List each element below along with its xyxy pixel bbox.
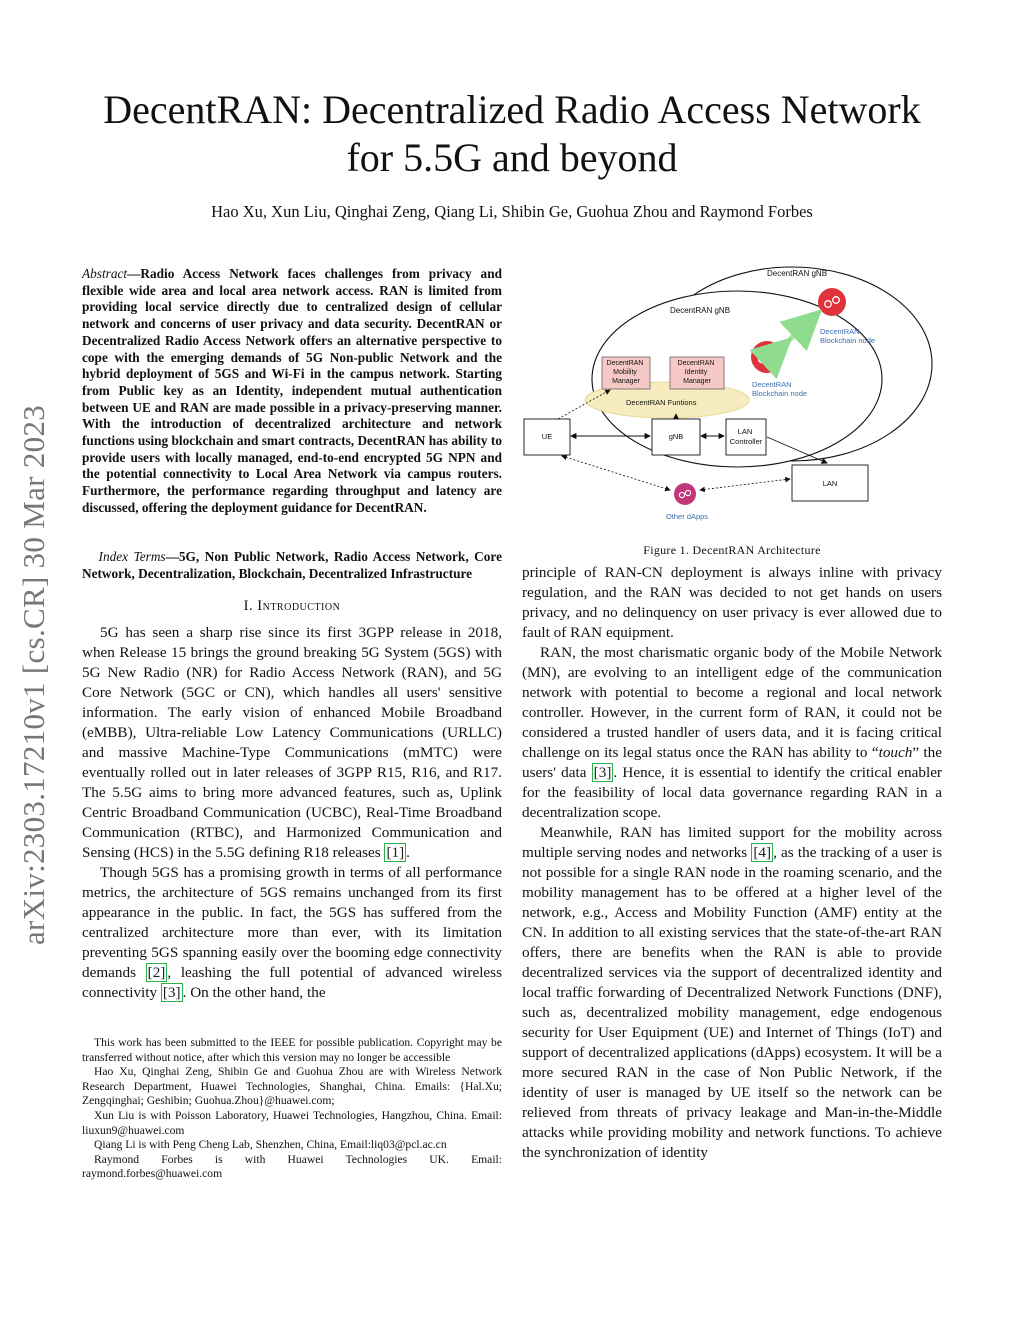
index-terms-label: Index Terms: [98, 549, 166, 564]
section-numeral: I.: [243, 598, 258, 614]
citation-link[interactable]: [2]: [147, 964, 166, 981]
lan-controller-line: LAN: [737, 427, 753, 436]
mobility-manager-line: Manager: [612, 378, 640, 385]
ue-label: UE: [541, 432, 553, 441]
identity-manager-line: Identity: [684, 369, 708, 376]
architecture-figure: [522, 264, 942, 524]
lan-label: LAN: [822, 479, 838, 488]
gnb-label: gNB: [668, 432, 684, 441]
citation-link[interactable]: [3]: [593, 764, 612, 781]
dapps-lan-dashed-arrow: [700, 479, 790, 490]
identity-manager-line: Manager: [683, 378, 711, 385]
right-column-body: [522, 563, 942, 1163]
intro-paragraph-2: Though 5GS has a promising growth in terms of all performance metrics, the architecture of 5GS remains unchanged from its first appearance in the public. In fact, the 5GS has suffered from the centralized architecture more than ever, with its limitation preventing 5GS spanning easily over the booming edge connectivity demands [2] , leashing the full potential of advanced wireless connectivity [3] . On the other hand, the: [82, 864, 502, 1001]
footnotes: [82, 1036, 502, 1182]
arxiv-watermark: arXiv:2303.17210v1 [cs.CR] 30 Mar 2023: [16, 404, 51, 945]
blockchain-outer-label: Blockchain node: [820, 336, 876, 345]
intro-paragraph-1: 5G has seen a sharp rise since its first 3GPP release in 2018, when Release 15 brings the ground breaking 5G System (5GS) with 5G New Radio (NR) for Radio Access Network (RAN), and 5G Core Network (5GC or CN), which handles all users' sensitive information. The early vision of enhanced Mobile Broadband (eMBB), Ultra-reliable Low Latency Communications (URLLC) and massive Machine-Type Communications (mMTC) were eventually rolled out in later releases of 3GPP R15, R16, and R17. The 5.5G aims to bring more advanced features, such as, Uplink Centric Broadband Communication (UCBC), Real-Time Broadband Communication (RTBC), and Harmonized Communication and Sensing (HCS) in the 5.5G defining R18 releases [1] .: [82, 624, 502, 861]
figure-caption: Figure 1. DecentRAN Architecture: [643, 543, 821, 557]
right-paragraph-2: Meanwhile, RAN has limited support for the mobility across multiple serving nodes and networks [4] , as the tracking of a user is not possible for a single RAN node in the roaming scenario, and the mobility management has to be offered at a higher level of the network, e.g., Access and Mobility Function (AMF) entity at the CN. In addition to all existing services that the state-of-the-art RAN offers, there are benefits when the RAN is able to provide decentralized services via the support of decentralized identity and local traffic forwarding of Decentralized Network Functions (DNF), such as, decentralized mobility management, edge endogenous security for User Equipment (UE) and Internet of Things (IoT) and support of decentralized applications (dApps) ecosystem. It will be a more secured RAN in the case of Non Public Network, if the identity of user is managed by UE itself so the network can be relieved from threats of privacy leakage and Man-in-the-Middle attacks while providing mobility and network functions. To achieve the synchronization of identity: [522, 824, 942, 1161]
functions-label: DecentRAN Funtions: [626, 398, 697, 407]
identity-manager-line: DecentRAN: [677, 360, 715, 367]
citation-link[interactable]: [1]: [386, 844, 405, 861]
blockchain-inner-label: DecentRAN: [752, 380, 792, 389]
blockchain-outer-label: DecentRAN: [820, 327, 860, 336]
citation-link[interactable]: [3]: [162, 984, 181, 1001]
dapps-icon: [674, 483, 696, 505]
inner-gnb-label: DecentRAN gNB: [670, 306, 731, 315]
blockchain-inner-label: Blockchain node: [752, 389, 808, 398]
lan-controller-line: Controller: [729, 437, 763, 446]
citation-link[interactable]: [4]: [753, 844, 772, 861]
index-terms-text: —5G, Non Public Network, Radio Access Network, Core Network, Decentralization, Blockchain, Decentralized Infrastructure: [82, 549, 502, 581]
footnote: Hao Xu, Qinghai Zeng, Shibin Ge and Guohua Zhou are with Wireless Network Research Department, Huawei Technologies, Shanghai, China. Emails: {Hal.Xu; Zengqinghai; Geshibin; Guohua.Zhou}@huawei.com;: [82, 1065, 502, 1108]
dapps-label: Other dApps: [665, 512, 709, 521]
paper-title-line-1: DecentRAN: Decentralized Radio Access Network: [103, 87, 921, 132]
blockchain-node-inner-icon: [751, 341, 783, 373]
blockchain-node-outer-icon: [818, 288, 846, 316]
footnote: This work has been submitted to the IEEE for possible publication. Copyright may be transferred without notice, after which this version may no longer be accessible: [82, 1036, 502, 1064]
index-terms: [82, 549, 502, 582]
abstract: [82, 266, 502, 517]
right-paragraph-1: RAN, the most charismatic organic body of the Mobile Network (MN), are evolving to an intelligent edge of the communication network with potential to become a regional and local network controller. However, in the current form of RAN, it could not be considered a trusted handler of users data, and it is facing critical challenge on its legal status once the RAN has ability to “touch” the users' data [3] . Hence, it is essential to identify the critical enabler for the feasibility of local data governance regarding RAN in a decentralization scope.: [522, 644, 942, 821]
footnote: Qiang Li is with Peng Cheng Lab, Shenzhen, China, Email:liq03@pcl.ac.cn: [94, 1138, 447, 1152]
paper-title: [60, 86, 964, 182]
mobility-manager-line: DecentRAN: [606, 360, 644, 367]
ue-dapps-dashed-arrow: [562, 456, 670, 490]
mobility-manager-line: Mobility: [613, 369, 637, 376]
footnote: Raymond Forbes is with Huawei Technologies UK. Email: raymond.forbes@huawei.com: [82, 1152, 502, 1181]
section-heading-introduction: [82, 598, 502, 615]
introduction-body: [82, 623, 502, 1003]
paper-title-line-2: for 5.5G and beyond: [346, 135, 678, 180]
author-list: Hao Xu, Xun Liu, Qinghai Zeng, Qiang Li, Shibin Ge, Guohua Zhou and Raymond Forbes: [211, 202, 813, 221]
outer-gnb-label: DecentRAN gNB: [767, 269, 828, 278]
emphasis-touch: touch: [878, 744, 913, 761]
abstract-label: Abstract: [82, 266, 128, 281]
abstract-text: —Radio Access Network faces challenges from privacy and flexible wide area and local area network access. RAN is limited from providing local service directly due to centralized design of cellular network and concerns of user privacy and data security. DecentRAN or Decentralized Radio Access Network offers an alternative perspective to cope with the emerging demands of 5G Non-public Network and the hybrid deployment of 5GS and Wi-Fi in the campus network. Starting from Public key as an Identity, independent mutual authentication between UE and RAN are made possible in a privacy-preserving manner. With the introduction of decentralized architecture and network functions using blockchain and smart contracts, DecentRAN has ability to provide users with locally managed, end-to-end encrypted 5G NPN and the potential connectivity to Local Area Network via campus routers. Furthermore, the performance regarding throughput and latency are discussed, offering the deployment guidance for DecentRAN.: [82, 266, 502, 515]
footnote: Xun Liu is with Poisson Laboratory, Huawei Technologies, Hangzhou, China. Email: liuxun9@huawei.com: [82, 1108, 502, 1137]
right-paragraph-0: principle of RAN-CN deployment is always inline with privacy regulation, and the RAN was decided to not get hands on users privacy, and no delinquency on user privacy is ever allowed due to fault of RAN equipment.: [522, 564, 942, 641]
section-title: Introduction: [257, 598, 341, 614]
